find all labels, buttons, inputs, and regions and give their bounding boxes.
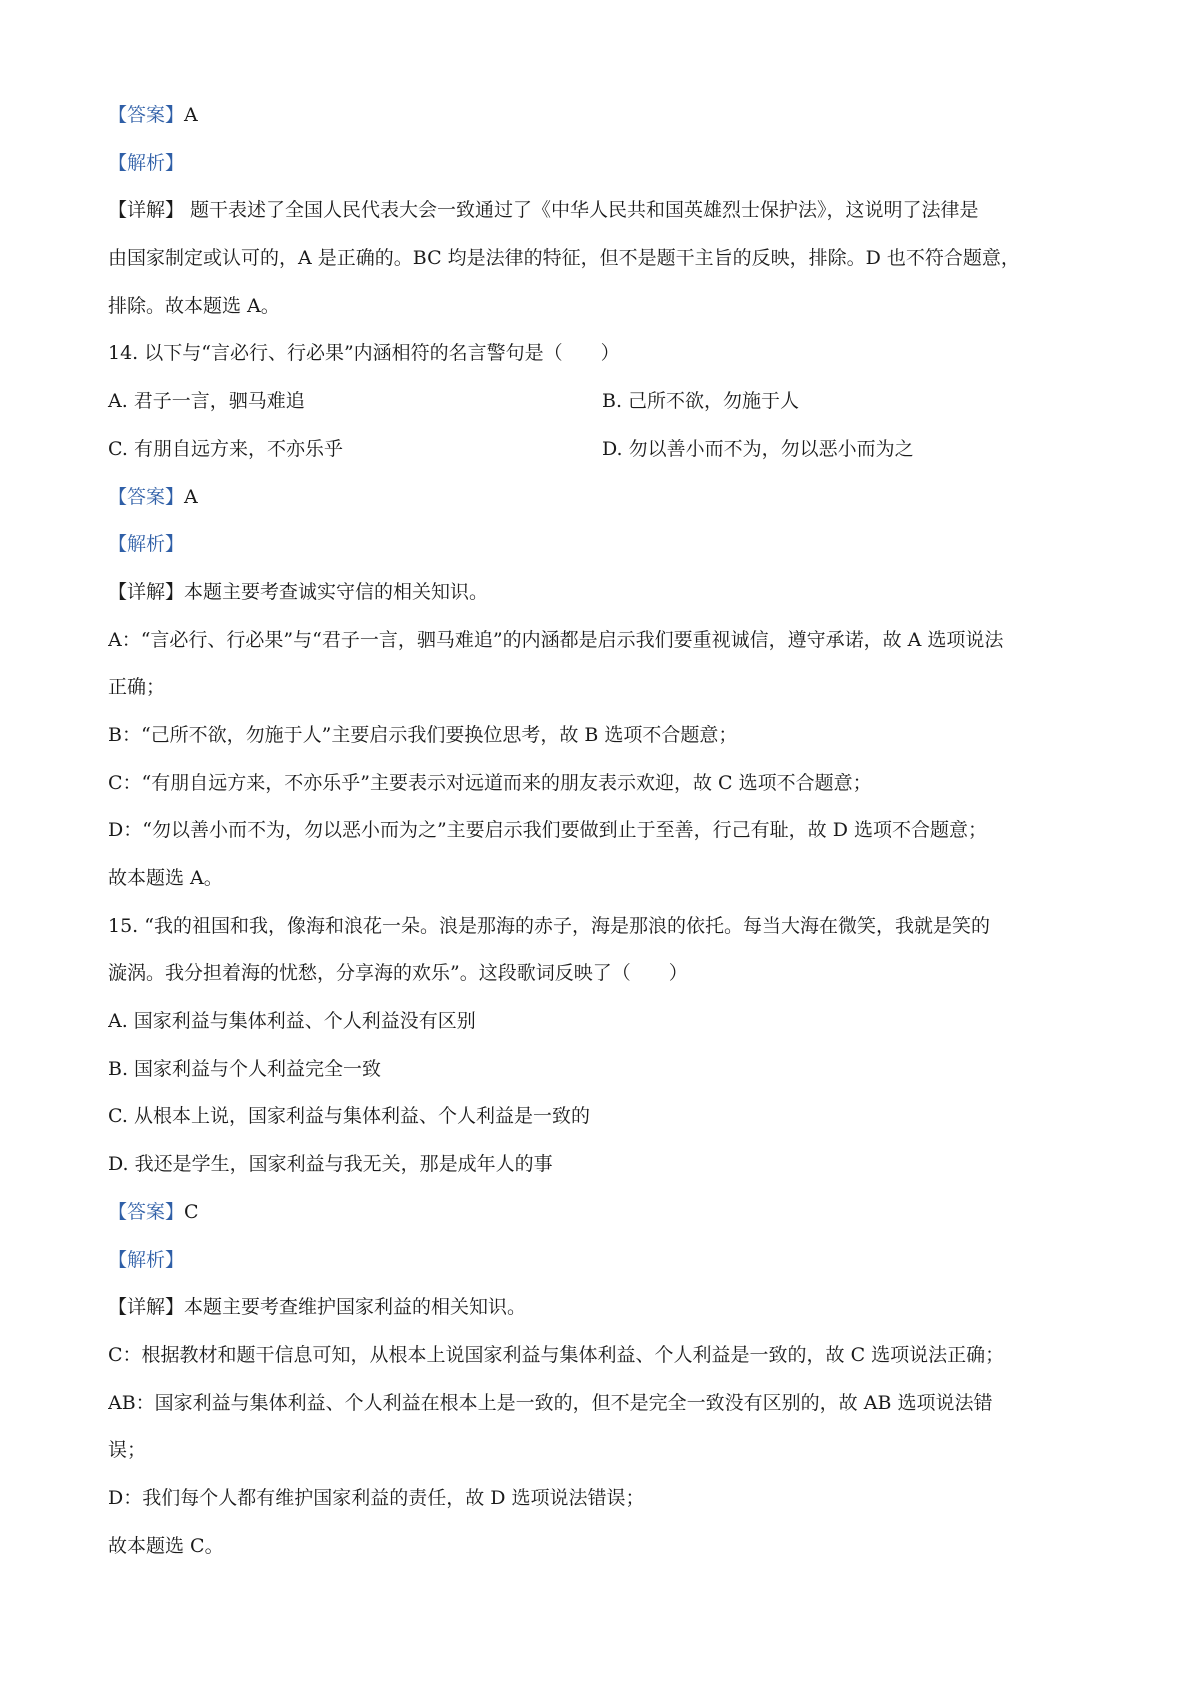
option-a: A. 君子一言，驷马难追 — [108, 390, 305, 413]
option-b: B. 己所不欲，勿施于人 — [602, 390, 800, 413]
answer-line-q15 — [108, 1189, 1098, 1237]
detail-line: D：“勿以善小而不为，勿以恶小而为之”主要启示我们要做到止于至善，行己有耻，故 D 选项不合题意； — [108, 819, 987, 842]
detail-tag: 【详解】 — [108, 199, 185, 222]
detail-line: 由国家制定或认可的，A 是正确的。BC 均是法律的特征，但不是题干主旨的反映，排除。D 也不符合题意， — [108, 247, 1020, 270]
detail-line: A：“言必行、行必果”与“君子一言，驷马难追”的内涵都是启示我们要重视诚信，遵守承诺，故 A 选项说法 — [108, 628, 1004, 651]
answer-line-q13 — [108, 92, 1098, 140]
detail-line: 排除。故本题选 A。 — [108, 294, 280, 317]
detail-line — [108, 1284, 1098, 1332]
detail-tag: 【详解】 — [108, 580, 185, 603]
detail-line — [108, 569, 1098, 617]
detail-line: 正确； — [108, 676, 166, 699]
option-c: C. 有朋自远方来，不亦乐乎 — [108, 437, 343, 460]
answer-tag: 【答案】 — [108, 104, 185, 126]
question-stem-q14: 14. 以下与“言必行、行必果”内涵相符的名言警句是（ ） — [108, 342, 620, 365]
detail-line: 故本题选 A。 — [108, 867, 223, 889]
analysis-tag: 【解析】 — [108, 533, 185, 556]
question-stem-q15: 漩涡。我分担着海的忧愁，分享海的欢乐”。这段歌词反映了（ ） — [108, 962, 688, 985]
answer-line-q14 — [108, 474, 1098, 522]
option-c: C. 从根本上说，国家利益与集体利益、个人利益是一致的 — [108, 1105, 590, 1128]
answer-value: C — [184, 1200, 199, 1223]
detail-line: D：我们每个人都有维护国家利益的责任，故 D 选项说法错误； — [108, 1486, 645, 1509]
answer-value: A — [184, 104, 198, 126]
option-b: B. 国家利益与个人利益完全一致 — [108, 1057, 382, 1080]
detail-line: C：“有朋自远方来，不亦乐乎”主要表示对远道而来的朋友表示欢迎，故 C 选项不合题意； — [108, 771, 872, 794]
detail-line: 误； — [108, 1439, 147, 1462]
document-page — [108, 92, 1098, 1570]
answer-tag: 【答案】 — [108, 1200, 185, 1223]
detail-line — [108, 187, 1098, 235]
analysis-line-q14 — [108, 521, 1098, 569]
option-d: D. 我还是学生，国家利益与我无关，那是成年人的事 — [108, 1153, 553, 1176]
detail-line: B：“己所不欲，勿施于人”主要启示我们要换位思考，故 B 选项不合题意； — [108, 723, 738, 746]
detail-text: 本题主要考查诚实守信的相关知识。 — [184, 580, 489, 603]
question-stem-q15: 15. “我的祖国和我，像海和浪花一朵。浪是那海的赤子，海是那浪的依托。每当大海在微笑，我就是笑的 — [108, 914, 990, 937]
analysis-tag: 【解析】 — [108, 151, 185, 174]
analysis-tag: 【解析】 — [108, 1248, 185, 1271]
analysis-line-q15 — [108, 1237, 1098, 1285]
option-row — [108, 426, 1098, 474]
detail-text: 本题主要考查维护国家利益的相关知识。 — [184, 1296, 527, 1319]
option-row — [108, 378, 1098, 426]
option-d: D. 勿以善小而不为，勿以恶小而为之 — [602, 437, 914, 460]
answer-value: A — [184, 485, 198, 508]
detail-line: 故本题选 C。 — [108, 1534, 224, 1557]
answer-tag: 【答案】 — [108, 485, 185, 508]
option-a: A. 国家利益与集体利益、个人利益没有区别 — [108, 1010, 476, 1033]
analysis-line-q13 — [108, 140, 1098, 188]
detail-line: C：根据教材和题干信息可知，从根本上说国家利益与集体利益、个人利益是一致的，故 C 选项说法正确； — [108, 1343, 1005, 1366]
detail-line: AB：国家利益与集体利益、个人利益在根本上是一致的，但不是完全一致没有区别的，故 AB 选项说法错 — [108, 1391, 993, 1414]
detail-tag: 【详解】 — [108, 1296, 185, 1319]
detail-text: 题干表述了全国人民代表大会一致通过了《中华人民共和国英雄烈士保护法》，这说明了法律是 — [184, 199, 979, 222]
